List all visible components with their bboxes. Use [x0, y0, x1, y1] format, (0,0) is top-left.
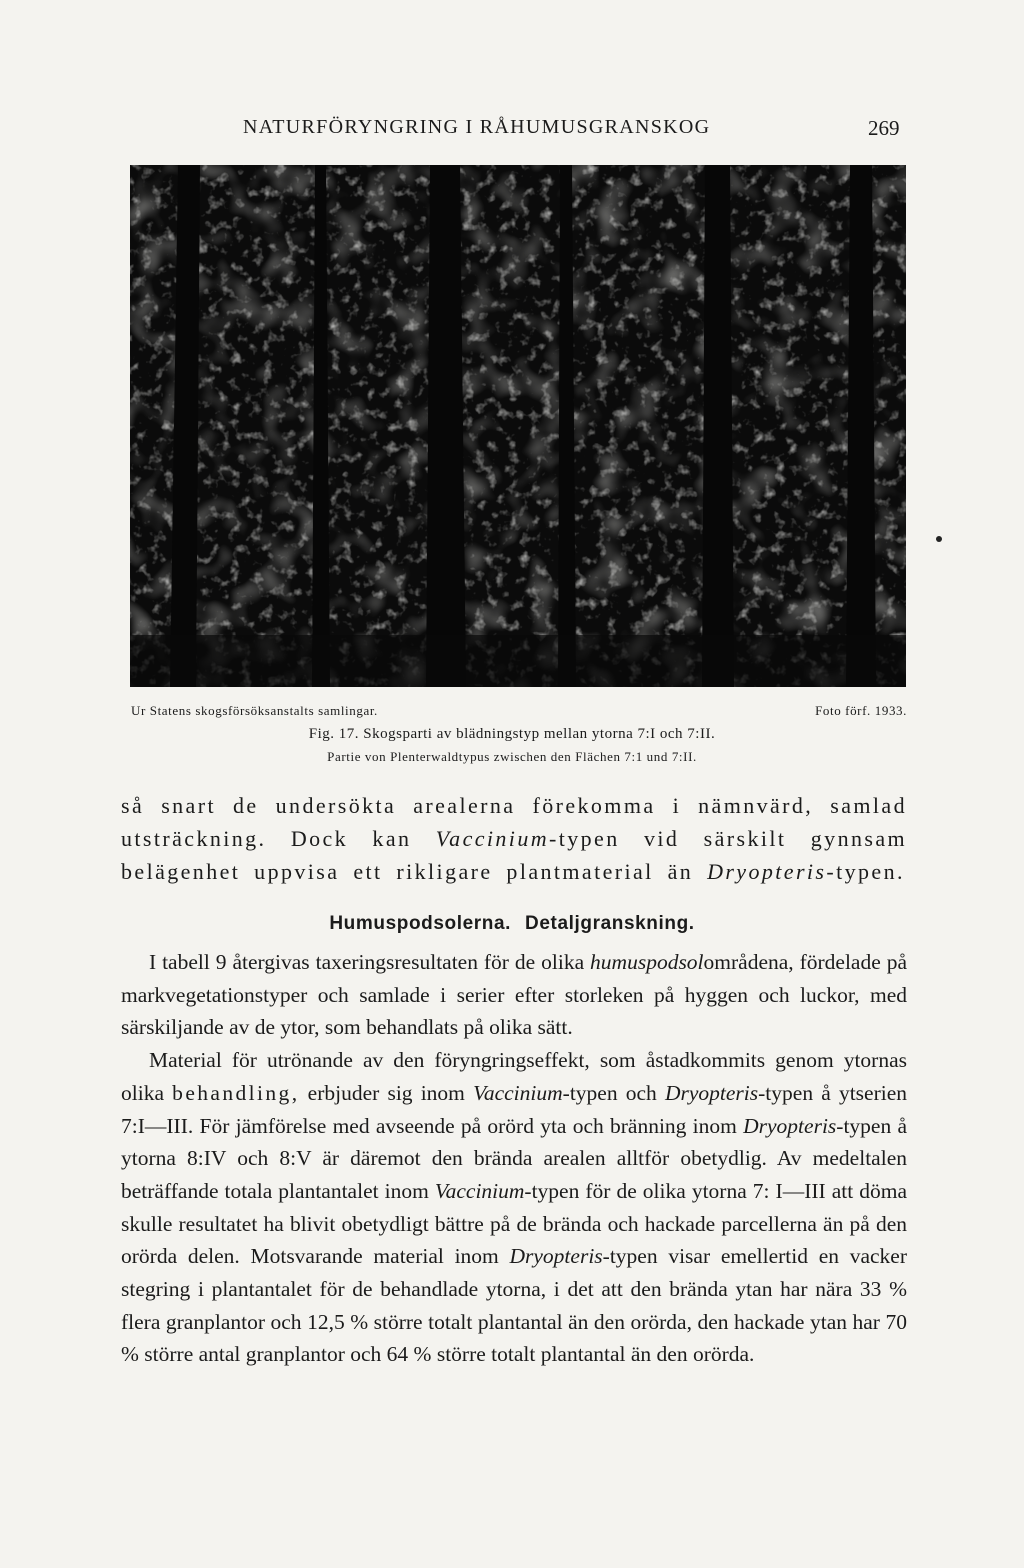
main-text [121, 946, 907, 1371]
spaced-emphasis: behandling, [172, 1080, 300, 1105]
section-heading-part2: Detaljgranskning. [525, 913, 695, 934]
caption-german: Partie von Plenterwaldtypus zwischen den Flächen 7:1 und 7:II. [327, 749, 697, 764]
italic-term: humuspodsol [590, 950, 704, 974]
figure-credits [131, 703, 907, 721]
figure-caption [0, 722, 1024, 768]
text-run: -typen. [826, 858, 905, 884]
section-heading-part1: Humuspodsolerna. [329, 913, 512, 934]
italic-term: Vaccinium [434, 1178, 525, 1203]
text-run: -typen å ytorna 8:IV och 8:V är däremot den brända arealen alltför obetydlig. Av medeltalen beträffande totala plantantalet inom [121, 1113, 908, 1203]
forest-photograph [130, 165, 906, 687]
text-run: -typen visar emellertid en vacker stegring i plantantalet för de behandlade ytorna, i det att den brända ytan har nära 33 % flera granplantor och 12,5 % större totalt plantantal än den orörda, den hackade ytan har 70 % större antal granplantor och 64 % större totalt plantantal än den orörda. [121, 1244, 907, 1367]
text-run: -typen och [562, 1080, 665, 1105]
photo-source-credit: Ur Statens skogsförsöksanstalts samlingar. [131, 703, 378, 718]
text-run: områdena, fördelade på markvegetationstyper och samlade i serier efter storleken på hyggen och luckor, med särskiljande av de ytor, som behandlats på olika sätt. [121, 950, 907, 1040]
photographer-credit: Foto förf. 1933. [815, 703, 907, 718]
text-run: Material för utrönande av den föryngringseffekt, som åstadkommits genom ytornas olika [121, 1048, 907, 1105]
italic-term: Dryopteris [509, 1244, 603, 1269]
caption-swedish: Fig. 17. Skogsparti av blädningstyp mellan ytorna 7:I och 7:II. [308, 726, 716, 742]
running-title: NATURFÖRYNGRING I RÅHUMUSGRANSKOG [243, 116, 711, 138]
text-run: -typen vid särskilt gynnsam belägenhet uppvisa ett rikligare plantmaterial än [121, 825, 908, 884]
stray-print-dot [936, 536, 942, 542]
italic-term: Dryopteris [743, 1113, 837, 1138]
text-run: -typen för de olika ytorna 7: I—III att döma skulle resultatet ha blivit obetydligt bättre på de brända och hackade parcellerna än på den orörda delen. Motsvarande material inom [121, 1178, 907, 1269]
italic-term: Dryopteris [664, 1080, 759, 1105]
text-run: -typen å ytserien 7:I—III. För jämförelse med avseende på orörd yta och bränning inom [121, 1080, 908, 1138]
section-heading [0, 913, 1024, 935]
running-head [0, 116, 1024, 146]
text-run: erbjuder sig inom [299, 1080, 474, 1105]
text-run: så snart de undersökta arealerna förekomma i nämnvärd, samlad utsträckning. Dock kan [121, 793, 907, 851]
paragraph-2 [121, 1044, 907, 1371]
italic-term: Vaccinium [435, 825, 550, 851]
italic-term: Vaccinium [473, 1080, 563, 1105]
intro-paragraph [121, 790, 907, 888]
text-run: I tabell 9 återgivas taxeringsresultaten för de olika [149, 950, 591, 974]
paragraph-1 [121, 946, 907, 1044]
italic-term: Dryopteris [707, 858, 827, 884]
page-number: 269 [868, 116, 900, 140]
